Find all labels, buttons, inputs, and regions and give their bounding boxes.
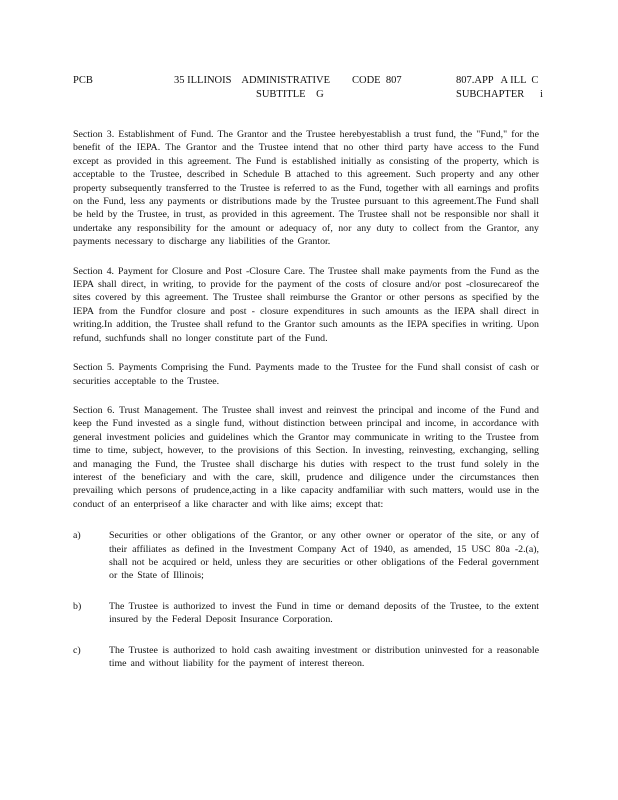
list-item-text: The Trustee is authorized to invest the Fund in time or demand deposits of the Trustee, to the extent insured by the Federal Deposit Insurance Corporation. bbox=[109, 600, 539, 626]
header-left: PCB bbox=[73, 75, 93, 86]
list-item-label: c) bbox=[73, 644, 81, 656]
list-item bbox=[73, 600, 539, 627]
list-item-label: b) bbox=[73, 600, 82, 612]
header-right-title: 807.APP A ILL C bbox=[456, 75, 539, 86]
section-3-establishment-of-fund: Section 3. Establishment of Fund. The Grantor and the Trustee herebyestablish a trust fund, the "Fund," for the benefit of the IEPA. The Grantor and the Trustee intend that no other third party have access to the Fund except as provided in this agreement. The Fund is established initially as consisting of the property, which is acceptable to the Trustee, described in Schedule B attached to this agreement. Such property and any other property subsequently transferred to the Trustee is referred to as the Fund, together with all earnings and profits on the Fund, less any payments or distributions made by the Trustee pursuant to this agreement.The Fund shall be held by the Trustee, in trust, as provided in this agreement. The Trustee shall not be responsible nor shall it undertake any responsibility for the amount or adequacy of, nor any duty to collect from the Grantor, any payments necessary to discharge any liabilities of the Grantor. bbox=[73, 129, 539, 248]
list-item-label: a) bbox=[73, 530, 81, 542]
header-subchapter: SUBCHAPTER i bbox=[456, 89, 543, 100]
section-4-payment-for-closure: Section 4. Payment for Closure and Post -Closure Care. The Trustee shall make payments from the Fund as the IEPA shall direct, in writing, to provide for the payment of the costs of closure and/or post -closurecareof the sites covered by this agreement. The Trustee shall reimburse the Grantor or other persons as specified by the IEPA from the Fundfor closure and post - closure expenditures in such amounts as the IEPA shall direct in writing.In addition, the Trustee shall refund to the Grantor such amounts as the IEPA specifies in writing. Upon refund, suchfunds shall no longer constitute part of the Fund. bbox=[73, 265, 539, 344]
section-6-trust-management: Section 6. Trust Management. The Trustee shall invest and reinvest the principal and income of the Fund and keep the Fund invested as a single fund, without distinction between principal and income, in accordance with general investment policies and guidelines which the Grantor may communicate in writing to the Trustee from time to time, subject, however, to the provisions of this Section. In investing, reinvesting, exchanging, selling and managing the Fund, the Trustee shall discharge his duties with respect to the trust fund solely in the interest of the beneficiary and with the care, skill, prudence and diligence under the circumstances then prevailing which persons of prudence,acting in a like capacity andfamiliar with such matters, would use in the conduct of an enterpriseof a like character and with like aims; except that: bbox=[73, 404, 539, 510]
list-item-text: Securities or other obligations of the Grantor, or any other owner or operator of the site, or any of their affiliates as defined in the Investment Company Act of 1940, as amended, 15 USC 80a -2.(a), shall not be acquired or held, unless they are securities or other obligations of the Federal government or the State of Illinois; bbox=[109, 530, 539, 582]
header-center-title: 35 ILLINOIS ADMINISTRATIVE bbox=[174, 75, 331, 86]
header-subtitle: SUBTITLE G bbox=[256, 89, 324, 100]
header-code: CODE 807 bbox=[352, 75, 402, 86]
list-item-text: The Trustee is authorized to hold cash awaiting investment or distribution uninvested for a reasonable time and without liability for the payment of interest thereon. bbox=[109, 644, 539, 669]
document-body bbox=[73, 128, 539, 687]
section-5-payments-comprising-fund: Section 5. Payments Comprising the Fund. Payments made to the Trustee for the Fund shall consist of cash or securities acceptable to the Trustee. bbox=[73, 362, 539, 387]
list-item bbox=[73, 529, 539, 583]
list-item bbox=[73, 644, 539, 671]
